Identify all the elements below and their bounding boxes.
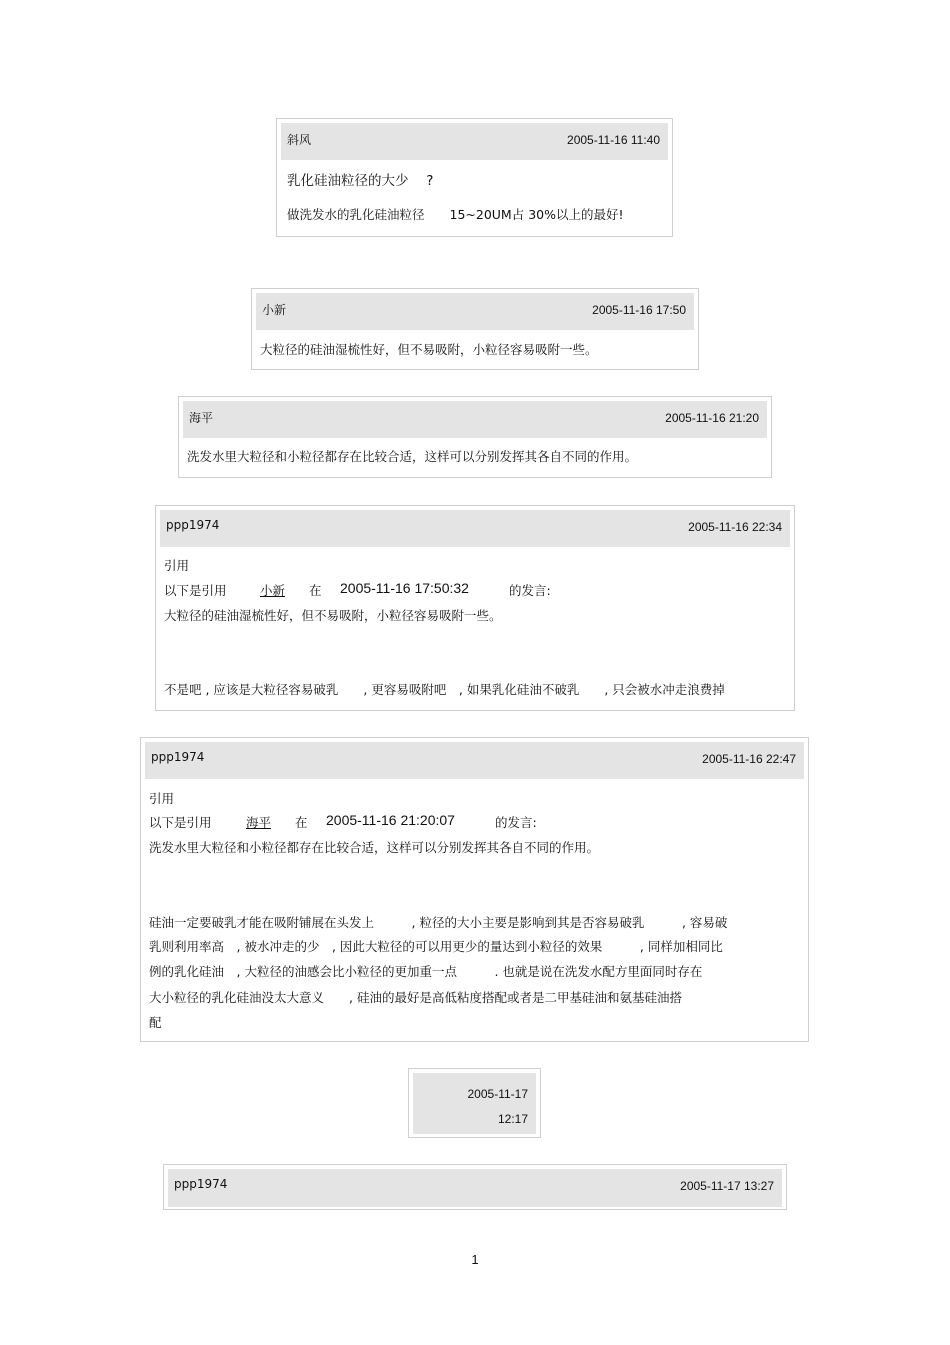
- post-date: 2005-11-16 22:47: [702, 752, 796, 766]
- post-title: 乳化硅油粒径的大少 ?: [287, 173, 434, 189]
- post-header: [281, 123, 668, 160]
- post-body-line: 大小粒径的乳化硅油没太大意义 , 硅油的最好是高低粘度搭配或者是二甲基硅油和氨基硅油搭: [149, 990, 682, 1005]
- quote-in: 在: [295, 815, 308, 830]
- quote-label: 引用: [164, 558, 190, 573]
- post-header: [183, 401, 767, 438]
- forum-post: [408, 1068, 541, 1138]
- post-body-line: 做洗发水的乳化硅油粒径 15~20UM占 30%以上的最好!: [287, 207, 624, 222]
- post-header: [168, 1169, 782, 1207]
- post-header: [256, 293, 694, 330]
- quote-prefix: 以下是引用: [164, 583, 227, 598]
- post-body-line: 大粒径的硅油湿梳性好，但不易吸附，小粒径容易吸附一些。: [260, 342, 598, 357]
- post-header: [145, 742, 804, 779]
- quote-prefix: 以下是引用: [149, 815, 212, 830]
- post-header: [413, 1073, 536, 1134]
- post-date: 2005-11-16 22:34: [688, 520, 782, 534]
- quote-text: 大粒径的硅油湿梳性好，但不易吸附，小粒径容易吸附一些。: [164, 608, 502, 623]
- post-date: 2005-11-17 13:27: [680, 1179, 774, 1193]
- post-author[interactable]: 海平: [189, 411, 214, 425]
- quote-time: 2005-11-16 17:50:32: [340, 580, 469, 596]
- post-body-line: 不是吧 , 应该是大粒径容易破乳 , 更容易吸附吧 , 如果乳化硅油不破乳 , 只会被水冲走浪费掉: [164, 682, 725, 697]
- quote-time: 2005-11-16 21:20:07: [326, 812, 455, 828]
- post-body-line: 例的乳化硅油 , 大粒径的油感会比小粒径的更加重一点 . 也就是说在洗发水配方里面同时存在: [149, 964, 703, 979]
- post-author[interactable]: ppp1974: [174, 1177, 228, 1191]
- forum-post: [140, 737, 809, 1042]
- quote-label: 引用: [149, 791, 175, 806]
- quote-text: 洗发水里大粒径和小粒径都存在比较合适，这样可以分别发挥其各自不同的作用。: [149, 840, 600, 855]
- post-body-line: 乳则利用率高 , 被水冲走的少 , 因此大粒径的可以用更少的量达到小粒径的效果 , 同样加相同比: [149, 939, 723, 954]
- quote-suffix: 的发言:: [495, 815, 537, 830]
- post-body-line: 硅油一定要破乳才能在吸附铺展在头发上 , 粒径的大小主要是影响到其是否容易破乳 , 容易破: [149, 915, 728, 930]
- post-date: 2005-11-16 17:50: [592, 303, 686, 317]
- quote-in: 在: [309, 583, 322, 598]
- forum-post: [163, 1164, 787, 1210]
- post-author[interactable]: 斜风: [287, 133, 312, 147]
- forum-post: [178, 396, 772, 478]
- post-author[interactable]: ppp1974: [166, 518, 220, 532]
- quote-suffix: 的发言:: [509, 583, 551, 598]
- quoted-user-link[interactable]: 海平: [246, 815, 272, 830]
- forum-post: [251, 288, 699, 370]
- post-body-line: 配: [149, 1015, 162, 1030]
- post-date: 12:17: [497, 1112, 528, 1126]
- post-author[interactable]: 小新: [262, 303, 287, 317]
- post-body-line: 洗发水里大粒径和小粒径都存在比较合适，这样可以分别发挥其各自不同的作用。: [187, 449, 638, 464]
- forum-post: [276, 118, 673, 237]
- post-author[interactable]: ppp1974: [151, 750, 205, 764]
- post-header: [160, 510, 790, 547]
- forum-post: [155, 505, 795, 711]
- post-date: 2005-11-17: [467, 1087, 528, 1101]
- page-number: 1: [471, 1252, 479, 1267]
- post-date: 2005-11-16 21:20: [665, 411, 759, 425]
- quoted-user-link[interactable]: 小新: [260, 583, 286, 598]
- post-date: 2005-11-16 11:40: [567, 133, 660, 147]
